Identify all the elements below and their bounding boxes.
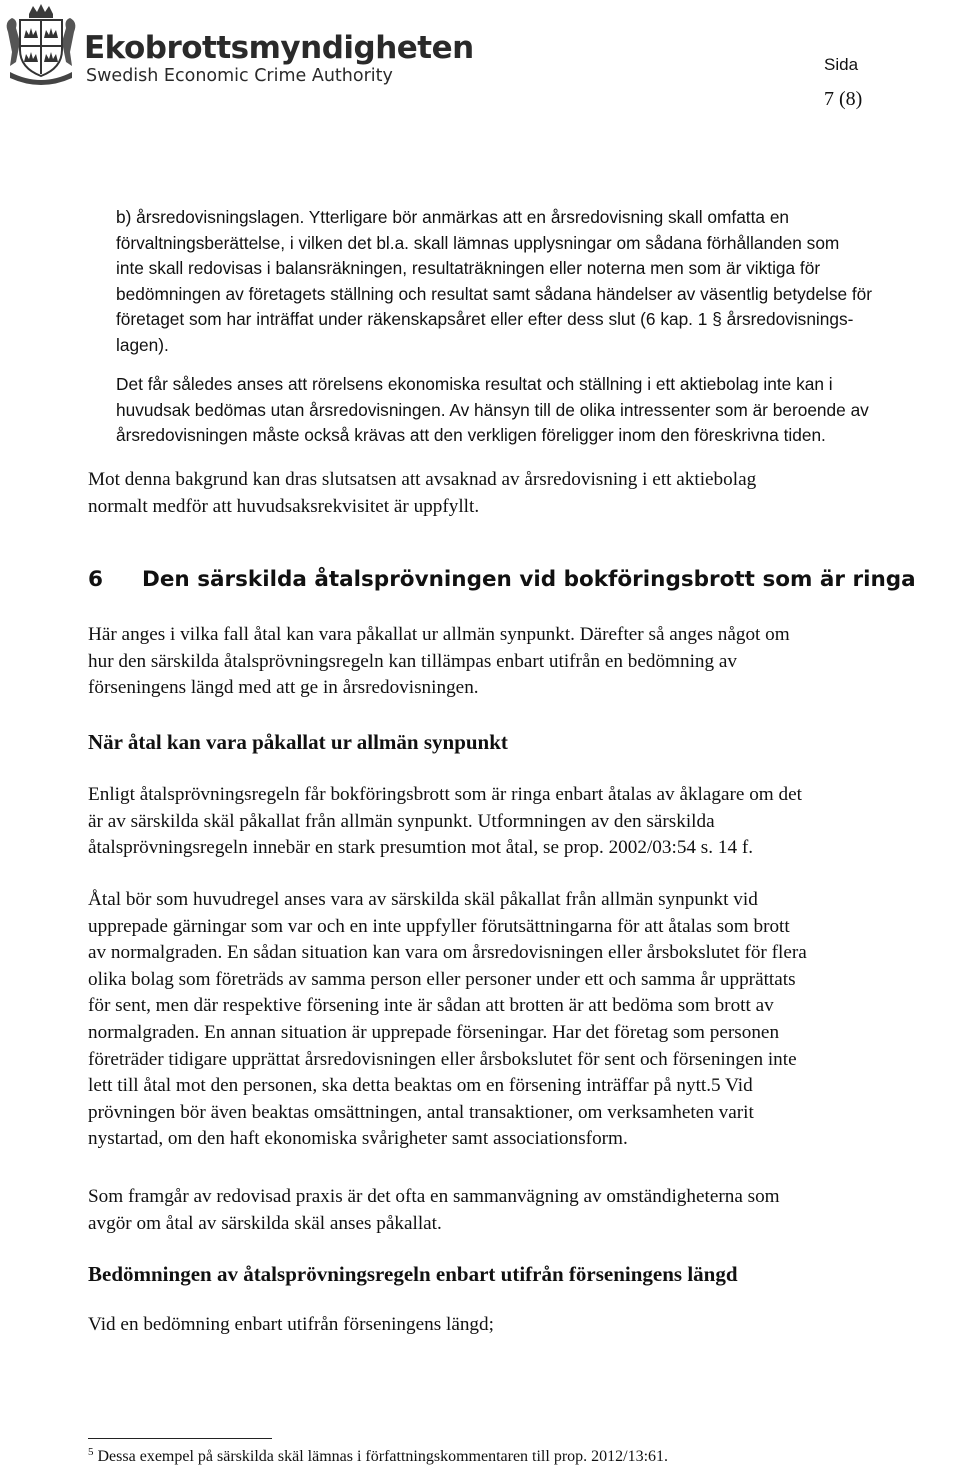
text-line: b) årsredovisningslagen. Ytterligare bör anmärkas att en årsredovisning skall omfatta en xyxy=(116,207,790,227)
text-line: av normalgraden. En sådan situation kan vara om årsredovisningen eller årsbokslutet för flera xyxy=(88,942,807,964)
text-line: Åtal bör som huvudregel anses vara av särskilda skäl påkallat från allmän synpunkt vid xyxy=(88,889,758,910)
text-line: årsredovisningen måste också krävas att den verkligen föreligger inom den föreskrivna tiden. xyxy=(116,425,826,446)
footnote xyxy=(88,1446,668,1466)
paragraph xyxy=(88,1184,958,1237)
text-line: företaget som har inträffat under räkenskapsåret eller efter dess slut (6 kap. 1 § årsredovisnings- xyxy=(116,309,854,330)
text-line: för sent, men där respektive försening inte är sådan att brotten är att bedöma som brott av xyxy=(88,995,774,1017)
text-line: hur den särskilda åtalsprövningsregeln kan tillämpas enbart utifrån en bedömning av xyxy=(88,650,737,672)
text-line: åtalsprövningsregeln innebär en stark presumtion mot åtal, se prop. 2002/03:54 s. 14 f. xyxy=(88,837,754,859)
organization-name-english: Swedish Economic Crime Authority xyxy=(86,66,393,86)
footnote-marker: 5 xyxy=(88,1446,94,1458)
text-line: Enligt åtalsprövningsregeln får bokföringsbrott som är ringa enbart åtalas av åklagare om det xyxy=(88,784,802,805)
text-line: bedömningen av företagets ställning och resultat samt sådana händelser av väsentlig betydelse för xyxy=(116,283,873,304)
swedish-coat-of-arms-icon xyxy=(2,2,80,86)
text-line: normalgraden. En annan situation är upprepade förseningar. Har det företag som personen xyxy=(88,1021,780,1043)
text-line: olika bolag som företräds av samma person eller personer under ett och samma år upprättats xyxy=(88,968,796,990)
page-label: Sida xyxy=(824,55,859,74)
text-line: normalt medför att huvudsaksrekvisitet är uppfyllt. xyxy=(88,495,480,517)
section-heading xyxy=(88,567,916,592)
text-line: Här anges i vilka fall åtal kan vara påkallat ur allmän synpunkt. Därefter så anges något om xyxy=(88,624,790,645)
footnote-divider xyxy=(88,1438,272,1439)
page-number: 7 (8) xyxy=(824,88,863,110)
subsection-heading: När åtal kan vara påkallat ur allmän synpunkt xyxy=(88,730,508,754)
text-line: huvudsak bedömas utan årsredovisningen. Av hänsyn till de olika intressenter som är beroende av xyxy=(116,399,869,420)
text-line: Det får således anses att rörelsens ekonomiska resultat och ställning i ett aktiebolag inte kan i xyxy=(116,374,833,394)
section-title: Den särskilda åtalsprövningen vid bokföringsbrott som är ringa xyxy=(142,567,916,592)
text-line: lagen). xyxy=(116,334,169,355)
text-line: nystartad, om den haft ekonomiska svårigheter samt associationsform. xyxy=(88,1128,628,1150)
text-line: företräder tidigare upprättat årsredovisningen eller årsbokslutet för sent och förseningen inte xyxy=(88,1048,797,1070)
footnote-text: Dessa exempel på särskilda skäl lämnas i författningskommentaren till prop. 2012/13:61. xyxy=(97,1448,669,1465)
paragraph xyxy=(88,887,958,1153)
text-line: upprepade gärningar som var och en inte uppfyller förutsättningarna för att åtalas som brott xyxy=(88,915,790,937)
text-line: Mot denna bakgrund kan dras slutsatsen att avsaknad av årsredovisning i ett aktiebolag xyxy=(88,469,757,490)
text-line: förvaltningsberättelse, i vilken det bl.a. skall lämnas upplysningar om sådana förhållanden som xyxy=(116,232,840,253)
text-line: inte skall redovisas i balansräkningen, resultaträkningen eller noterna men som är viktiga för xyxy=(116,258,821,279)
paragraph xyxy=(88,782,958,862)
text-line: avgör om åtal av särskilda skäl anses påkallat. xyxy=(88,1212,442,1234)
text-line: Vid en bedömning enbart utifrån förseningens längd; xyxy=(88,1314,494,1335)
intro-paragraph xyxy=(116,205,946,359)
paragraph xyxy=(88,622,958,702)
paragraph xyxy=(88,467,958,520)
paragraph xyxy=(116,372,946,449)
text-line: lett till åtal mot den personen, ska detta beaktas om en försening inträffar på nytt.5 Vid xyxy=(88,1075,753,1097)
organization-name: Ekobrottsmyndigheten xyxy=(84,30,474,66)
text-line: är av särskilda skäl påkallat från allmän synpunkt. Utformningen av den särskilda xyxy=(88,810,715,832)
text-line: förseningens längd med att ge in årsredovisningen. xyxy=(88,677,479,699)
paragraph xyxy=(88,1312,958,1339)
section-number: 6 xyxy=(88,567,103,592)
text-line: prövningen bör även beaktas omsättningen, antal transaktioner, om verksamheten varit xyxy=(88,1101,754,1123)
text-line: Som framgår av redovisad praxis är det ofta en sammanvägning av omständigheterna som xyxy=(88,1186,780,1207)
subsection-heading: Bedömningen av åtalsprövningsregeln enbart utifrån förseningens längd xyxy=(88,1262,738,1286)
